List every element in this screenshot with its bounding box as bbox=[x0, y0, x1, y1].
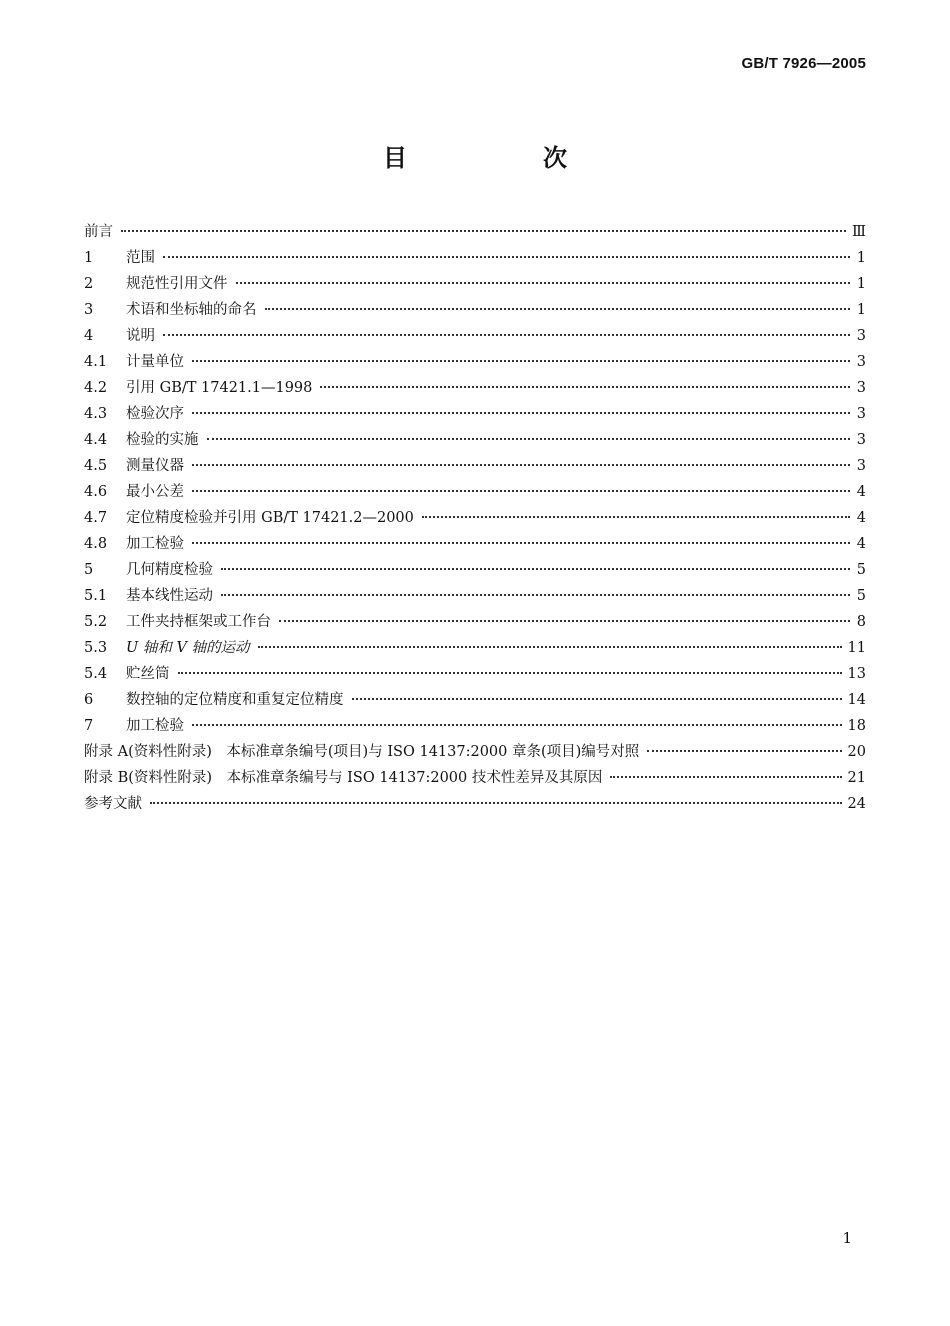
toc-entry-label: 基本线性运动 bbox=[126, 588, 213, 604]
toc-entry-label: 贮丝筒 bbox=[126, 666, 170, 682]
toc-entry-number: 6 bbox=[84, 692, 94, 708]
toc-leader-dots bbox=[178, 672, 842, 674]
toc-entry-page: 14 bbox=[847, 692, 866, 708]
toc-entry-number: 5.1 bbox=[84, 588, 108, 604]
toc-entry-foreword[interactable] bbox=[84, 220, 866, 246]
toc-leader-dots bbox=[279, 620, 850, 622]
toc-entry-page: 5 bbox=[856, 588, 866, 604]
toc-leader-dots bbox=[121, 230, 846, 232]
toc-entry-label: 加工检验 bbox=[126, 718, 184, 734]
toc-entry-number: 4.4 bbox=[84, 432, 108, 448]
toc-leader-dots bbox=[163, 256, 850, 258]
toc-entry-number: 4.6 bbox=[84, 484, 108, 500]
toc-entry-label: 计量单位 bbox=[126, 354, 184, 370]
toc-entry-number: 2 bbox=[84, 276, 94, 292]
toc-entry-4-1[interactable] bbox=[84, 350, 866, 376]
toc-entry-label: 术语和坐标轴的命名 bbox=[126, 302, 257, 318]
toc-entry-number: 4.7 bbox=[84, 510, 108, 526]
toc-entry-4[interactable] bbox=[84, 324, 866, 350]
toc-entry-page: 3 bbox=[856, 380, 866, 396]
toc-entry-label: 最小公差 bbox=[126, 484, 184, 500]
toc-entry-page: 1 bbox=[856, 302, 866, 318]
toc-leader-dots bbox=[610, 776, 841, 778]
toc-entry-label: 检验次序 bbox=[126, 406, 184, 422]
toc-entry-page: 8 bbox=[856, 614, 866, 630]
toc-entry-label: 检验的实施 bbox=[126, 432, 199, 448]
toc-entry-5-3[interactable] bbox=[84, 636, 866, 662]
toc-entry-page: 4 bbox=[856, 484, 866, 500]
toc-entry-page: 18 bbox=[847, 718, 866, 734]
toc-entry-appendix-b[interactable] bbox=[84, 766, 866, 792]
toc-entry-label: 加工检验 bbox=[126, 536, 184, 552]
toc-leader-dots bbox=[192, 464, 850, 466]
toc-entry-number: 4.8 bbox=[84, 536, 108, 552]
toc-entry-label: 规范性引用文件 bbox=[126, 276, 228, 292]
toc-entry-number: 7 bbox=[84, 718, 94, 734]
toc-entry-5-4[interactable] bbox=[84, 662, 866, 688]
toc-entry-number: 4.5 bbox=[84, 458, 108, 474]
toc-leader-dots bbox=[192, 542, 850, 544]
toc-entry-label: 范围 bbox=[126, 250, 155, 266]
toc-entry-page: 3 bbox=[856, 432, 866, 448]
toc-entry-number: 5.4 bbox=[84, 666, 108, 682]
toc-entry-number: 4.1 bbox=[84, 354, 108, 370]
page-number: 1 bbox=[842, 1229, 852, 1247]
toc-entry-page: 3 bbox=[856, 328, 866, 344]
toc-entry-page: 13 bbox=[847, 666, 866, 682]
toc-entry-label: 工件夹持框架或工作台 bbox=[126, 614, 271, 630]
toc-leader-dots bbox=[236, 282, 851, 284]
toc-leader-dots bbox=[192, 490, 850, 492]
toc-entry-label: 附录 B(资料性附录) 本标准章条编号与 ISO 14137:2000 技术性差异及其原因 bbox=[84, 770, 603, 786]
toc-entry-number: 5.3 bbox=[84, 640, 108, 656]
standard-code: GB/T 7926—2005 bbox=[741, 55, 866, 72]
toc-entry-number: 4.3 bbox=[84, 406, 108, 422]
toc-leader-dots bbox=[192, 724, 842, 726]
toc-leader-dots bbox=[150, 802, 842, 804]
toc-entry-page: 24 bbox=[847, 796, 866, 812]
toc-entry-label: 前言 bbox=[84, 224, 113, 240]
toc-entry-page: 21 bbox=[847, 770, 866, 786]
toc-entry-page: 11 bbox=[847, 640, 866, 656]
toc-entry-number: 4 bbox=[84, 328, 94, 344]
toc-entry-label: 引用 GB/T 17421.1—1998 bbox=[126, 380, 313, 396]
toc-entry-5-1[interactable] bbox=[84, 584, 866, 610]
toc-entry-4-4[interactable] bbox=[84, 428, 866, 454]
toc-leader-dots bbox=[647, 750, 841, 752]
toc-entry-5-2[interactable] bbox=[84, 610, 866, 636]
toc-entry-4-7[interactable] bbox=[84, 506, 866, 532]
toc-entry-1[interactable] bbox=[84, 246, 866, 272]
toc-entry-page: 5 bbox=[856, 562, 866, 578]
toc-entry-page: 4 bbox=[856, 510, 866, 526]
toc-entry-number: 3 bbox=[84, 302, 94, 318]
toc-leader-dots bbox=[320, 386, 850, 388]
toc-leader-dots bbox=[221, 594, 850, 596]
toc-entry-4-8[interactable] bbox=[84, 532, 866, 558]
toc-entry-page: 20 bbox=[847, 744, 866, 760]
toc-entry-bibliography[interactable] bbox=[84, 792, 866, 818]
toc-leader-dots bbox=[258, 646, 842, 648]
toc-entry-5[interactable] bbox=[84, 558, 866, 584]
toc-leader-dots bbox=[192, 412, 850, 414]
toc-entry-number: 5 bbox=[84, 562, 94, 578]
toc-leader-dots bbox=[207, 438, 851, 440]
toc-leader-dots bbox=[265, 308, 851, 310]
toc-leader-dots bbox=[192, 360, 850, 362]
toc-entry-label: 附录 A(资料性附录) 本标准章条编号(项目)与 ISO 14137:2000 章条(项目)编号对照 bbox=[84, 744, 640, 760]
toc-leader-dots bbox=[422, 516, 850, 518]
table-of-contents bbox=[84, 220, 866, 818]
toc-leader-dots bbox=[352, 698, 842, 700]
toc-entry-label: 数控轴的定位精度和重复定位精度 bbox=[126, 692, 344, 708]
toc-entry-4-2[interactable] bbox=[84, 376, 866, 402]
toc-entry-4-5[interactable] bbox=[84, 454, 866, 480]
toc-entry-number: 4.2 bbox=[84, 380, 108, 396]
toc-entry-page: 1 bbox=[856, 276, 866, 292]
toc-entry-page: 3 bbox=[856, 458, 866, 474]
toc-entry-3[interactable] bbox=[84, 298, 866, 324]
toc-entry-page: Ⅲ bbox=[852, 224, 866, 240]
toc-entry-label: 测量仪器 bbox=[126, 458, 184, 474]
toc-entry-label: 参考文献 bbox=[84, 796, 142, 812]
toc-entry-7[interactable] bbox=[84, 714, 866, 740]
toc-entry-appendix-a[interactable] bbox=[84, 740, 866, 766]
toc-entry-number: 1 bbox=[84, 250, 94, 266]
toc-entry-label: 几何精度检验 bbox=[126, 562, 213, 578]
toc-entry-2[interactable] bbox=[84, 272, 866, 298]
toc-entry-page: 3 bbox=[856, 406, 866, 422]
toc-entry-number: 5.2 bbox=[84, 614, 108, 630]
toc-entry-label: 定位精度检验并引用 GB/T 17421.2—2000 bbox=[126, 510, 414, 526]
toc-entry-4-6[interactable] bbox=[84, 480, 866, 506]
toc-entry-page: 4 bbox=[856, 536, 866, 552]
toc-entry-4-3[interactable] bbox=[84, 402, 866, 428]
toc-entry-page: 1 bbox=[856, 250, 866, 266]
toc-entry-label: U 轴和 V 轴的运动 bbox=[126, 640, 250, 656]
toc-leader-dots bbox=[163, 334, 850, 336]
toc-entry-6[interactable] bbox=[84, 688, 866, 714]
toc-leader-dots bbox=[221, 568, 850, 570]
toc-entry-label: 说明 bbox=[126, 328, 155, 344]
toc-entry-page: 3 bbox=[856, 354, 866, 370]
page-title: 目 次 bbox=[383, 144, 623, 172]
